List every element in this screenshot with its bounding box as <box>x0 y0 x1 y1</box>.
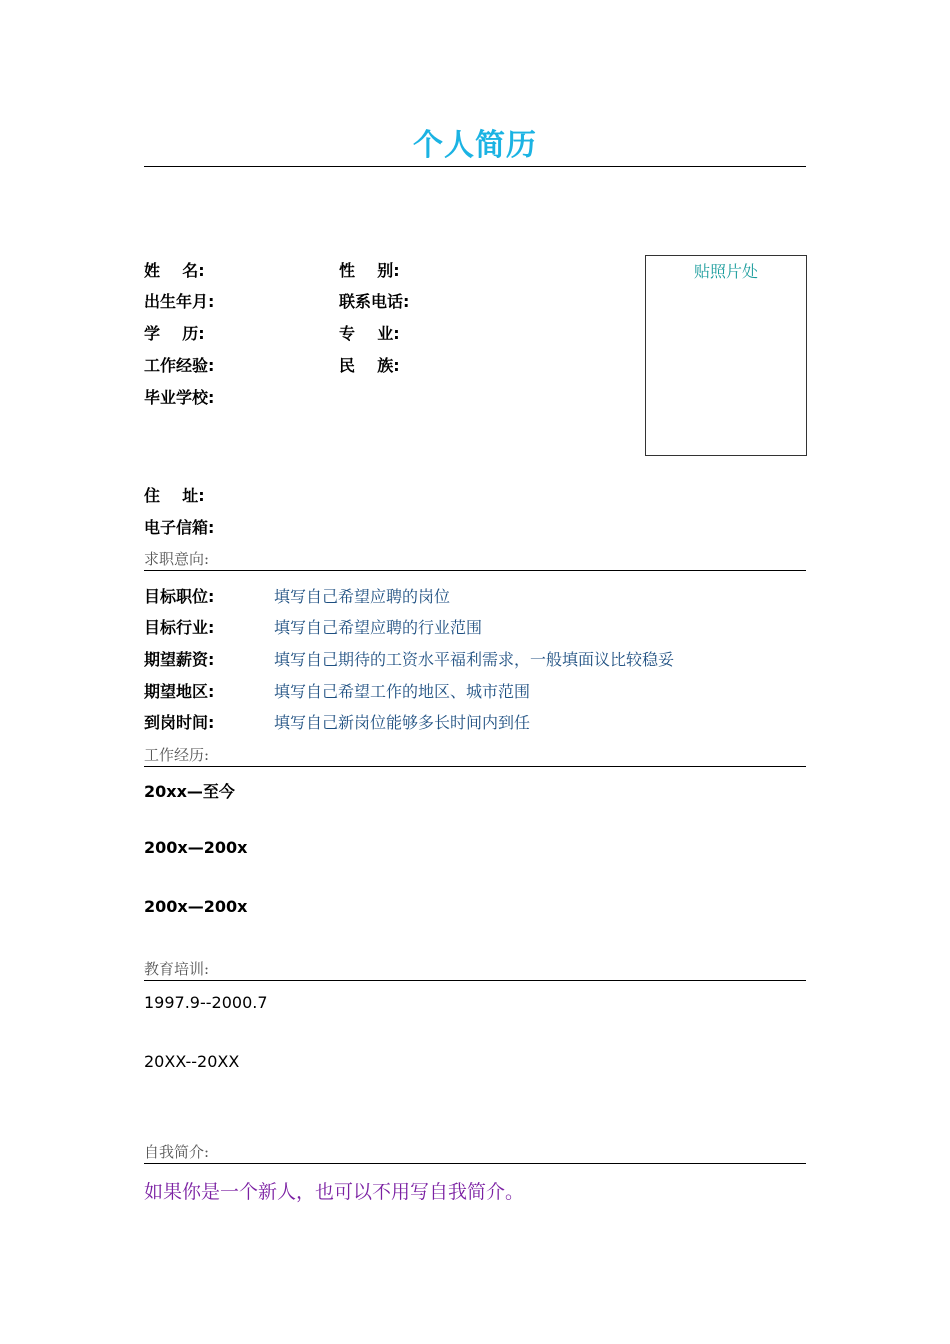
photo-label: 贴照片处 <box>693 262 758 281</box>
target-industry-label: 目标行业: <box>144 618 215 637</box>
expected-salary-value: 填写自己期待的工资水平福利需求，一般填面议比较稳妥 <box>274 650 675 669</box>
birth-label: 出生年月: <box>144 292 215 311</box>
training-period: 20XX--20XX <box>144 1052 240 1071</box>
job-intent-divider <box>144 570 806 571</box>
education-label: 学 历: <box>144 324 205 343</box>
expected-region-value: 填写自己希望工作的地区、城市范围 <box>274 682 531 701</box>
school-label: 毕业学校: <box>144 388 215 407</box>
title-divider <box>144 166 806 167</box>
ethnicity-label: 民 族: <box>339 356 400 375</box>
target-position-value: 填写自己希望应聘的岗位 <box>274 587 451 606</box>
page-title: 个人简历 <box>413 128 537 163</box>
work-divider <box>144 766 806 767</box>
photo-placeholder <box>645 255 807 456</box>
training-period: 1997.9--2000.7 <box>144 993 268 1012</box>
intro-text: 如果你是一个新人，也可以不用写自我简介。 <box>144 1181 525 1203</box>
training-divider <box>144 980 806 981</box>
work-period: 200x—200x <box>144 897 248 916</box>
work-period: 20xx—至今 <box>144 782 235 801</box>
job-intent-heading: 求职意向: <box>144 550 210 568</box>
intro-divider <box>144 1163 806 1164</box>
start-time-value: 填写自己新岗位能够多长时间内到任 <box>274 713 531 732</box>
name-label: 姓 名: <box>144 261 205 280</box>
experience-label: 工作经验: <box>144 356 215 375</box>
target-industry-value: 填写自己希望应聘的行业范围 <box>274 618 483 637</box>
intro-heading: 自我简介: <box>144 1143 210 1161</box>
gender-label: 性 别: <box>339 261 400 280</box>
major-label: 专 业: <box>339 324 400 343</box>
work-period: 200x—200x <box>144 838 248 857</box>
email-label: 电子信箱: <box>144 518 215 537</box>
training-heading: 教育培训: <box>144 960 210 978</box>
expected-salary-label: 期望薪资: <box>144 650 215 669</box>
target-position-label: 目标职位: <box>144 587 215 606</box>
start-time-label: 到岗时间: <box>144 713 215 732</box>
expected-region-label: 期望地区: <box>144 682 215 701</box>
address-label: 住 址: <box>144 486 205 505</box>
phone-label: 联系电话: <box>339 292 410 311</box>
work-heading: 工作经历: <box>144 746 210 764</box>
